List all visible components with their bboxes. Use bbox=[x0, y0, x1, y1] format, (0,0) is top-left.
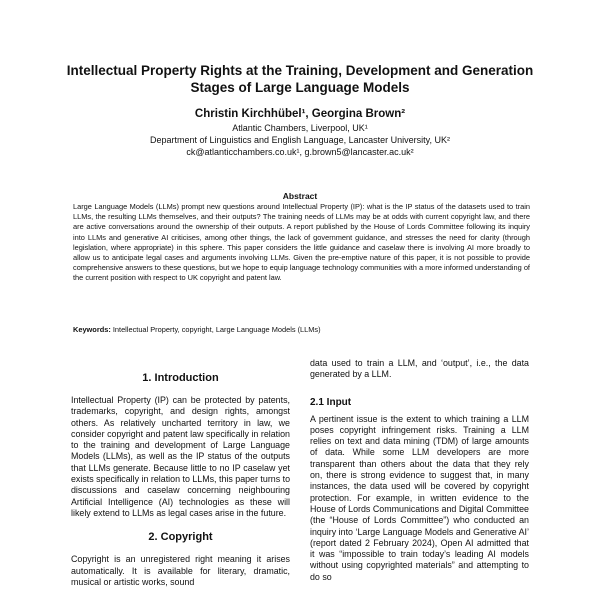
author-emails: ck@atlanticchambers.co.uk¹, g.brown5@lancaster.ac.uk² bbox=[186, 147, 414, 157]
left-column bbox=[71, 372, 290, 588]
section-2-heading: 2. Copyright bbox=[148, 531, 213, 544]
keywords-text: Intellectual Property, copyright, Large Language Models (LLMs) bbox=[110, 325, 321, 334]
title-line-1: Intellectual Property Rights at the Training, Development and Generation bbox=[66, 63, 534, 78]
section-2-1-text: A pertinent issue is the extent to which training a LLM poses copyright infringement risks. Training a LLM relies on text and data mining (TDM) of large amounts of data. While some LLM developers are more transparent than others about the data that they rely on, there is strong evidence to suggest that, in many instances, the data used will be covered by copyright protection. For example, in written evidence to the House of Lords Communications and Digital Committee (the “House of Lords Committee”) who conducted an inquiry into ‘Large Language Models and Generative AI’ (report dated 2 February 2024), Open AI admitted that it was “impossible to train today’s leading AI models without using copyrighted materials” and attempting to do so bbox=[310, 413, 529, 582]
abstract-text: Large Language Models (LLMs) prompt new questions around Intellectual Property (IP): what is the IP status of the datasets used to train LLMs, the resulting LLMs themselves, and their outputs? The training needs of LLMs may be at odds with current copyright law, and there are active conversations around the ownership of their outputs. A report published by the House of Lords Committee following its inquiry into LLMs and generative AI criticises, among other things, the lack of government guidance, and stresses the need for clarity (through legislation, where appropriate) in this sphere. This paper considers the little guidance and caselaw there is involving AI more broadly to allow us to anticipate legal cases and arguments involving LLMs. Given the pre-emptive nature of this paper, it is not possible to provide comprehensive answers to these questions, but we hope to equip language technology communities with a more informed understanding of the current position with respect to UK copyright and patent law. bbox=[73, 202, 530, 283]
section-2-text: Copyright is an unregistered right meaning it arises automatically. It is available for literary, dramatic, musical or artistic works, sound bbox=[71, 554, 290, 587]
abstract-heading: Abstract bbox=[282, 191, 318, 201]
keywords-label: Keywords: bbox=[73, 325, 111, 334]
section-1-heading: 1. Introduction bbox=[142, 372, 219, 384]
keywords bbox=[73, 325, 530, 335]
right-column bbox=[310, 358, 529, 583]
right-column-continuation: data used to train a LLM, and ‘output’, i.e., the data generated by a LLM. bbox=[310, 358, 529, 380]
affiliation-1: Atlantic Chambers, Liverpool, UK¹ bbox=[232, 123, 368, 133]
affiliation-2: Department of Linguistics and English Language, Lancaster University, UK² bbox=[150, 135, 450, 145]
section-1-text: Intellectual Property (IP) can be protected by patents, trademarks, copyright, and design rights, amongst others. As relatively uncharted territory in law, we consider copyright and patent law specifically in relation to the training and development of Large Language Models (LLMs), as well as the IP status of the outputs that LLMs generate. Because little to no IP caselaw yet exists specifically in relation to LLMs, this paper turns to discussions and caselaw concerning neighbouring Artificial Intelligence (AI) technologies as these will likely extend to LLMs as legal cases arise in the future. bbox=[71, 395, 291, 518]
author-list: Christin Kirchhübel¹, Georgina Brown² bbox=[194, 108, 406, 120]
title-line-2: Stages of Large Language Models bbox=[190, 80, 410, 95]
paper-title bbox=[60, 62, 540, 96]
section-2-1-heading: 2.1 Input bbox=[310, 396, 352, 408]
